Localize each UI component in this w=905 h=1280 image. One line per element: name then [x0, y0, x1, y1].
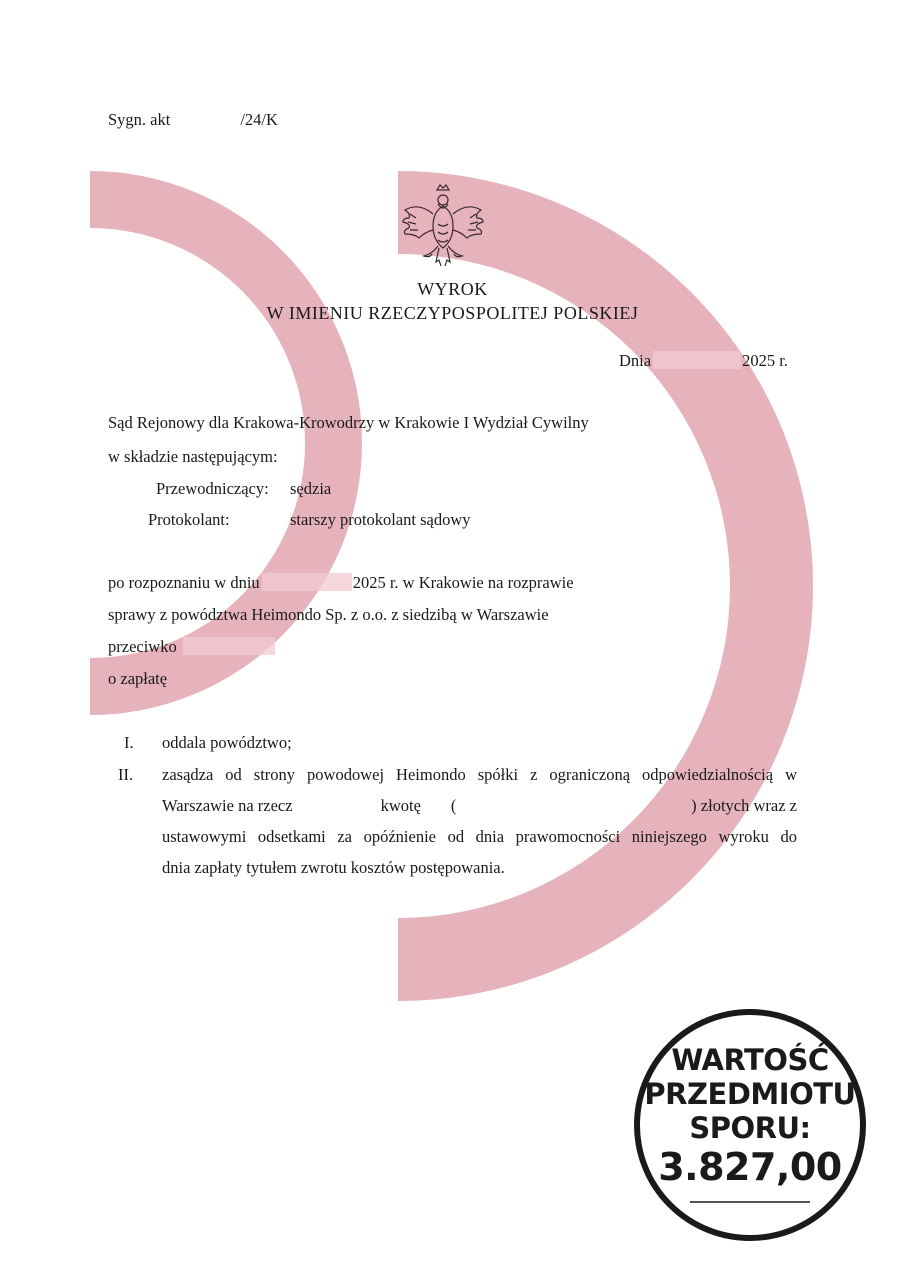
- redacted-date: [653, 351, 741, 369]
- verdict-subtitle: W IMIENIU RZECZYPOSPOLITEJ POLSKIEJ: [266, 303, 639, 323]
- verdict-item-text: zasądza od strony powodowej Heimondo spółki z ograniczoną odpowiedzialnością w: [162, 765, 797, 784]
- date-prefix: Dnia: [619, 351, 652, 370]
- clerk-value: starszy protokolant sądowy: [290, 510, 471, 529]
- hearing-prefix: po rozpoznaniu w dniu: [108, 573, 260, 592]
- verdict-line2-d: ) złotych wraz z: [691, 796, 797, 815]
- case-signature-prefix: Sygn. akt: [108, 110, 171, 129]
- redacted-defendant: [183, 637, 275, 655]
- verdict-title: WYROK: [417, 279, 488, 299]
- verdict-item-text: oddala powództwo;: [162, 733, 292, 752]
- stamp-amount: 3.827,00: [658, 1145, 842, 1189]
- chair-title: sędzia: [290, 479, 332, 498]
- stamp-line2: PRZEDMIOTU: [644, 1077, 856, 1111]
- case-signature-suffix: /24/K: [240, 110, 278, 129]
- hearing-suffix: 2025 r. w Krakowie na rozprawie: [352, 573, 574, 592]
- dispute-value-stamp: [630, 1005, 870, 1245]
- clerk-label: Protokolant:: [148, 510, 230, 529]
- court-name: Sąd Rejonowy dla Krakowa-Krowodrzy w Krakowie I Wydział Cywilny: [108, 413, 589, 432]
- redacted-amount-words: [456, 796, 646, 814]
- date-suffix: 2025 r.: [742, 351, 788, 370]
- case-signature: [108, 110, 278, 130]
- verdict-item-text-line2: [162, 796, 797, 816]
- verdict-line2-c: (: [450, 796, 457, 815]
- polish-eagle-emblem-icon: [402, 184, 484, 270]
- verdict-item-number: II.: [118, 765, 134, 784]
- watermark-left-arc: [90, 171, 362, 715]
- chair-label: Przewodniczący:: [156, 479, 269, 498]
- redacted-judge-name: [335, 479, 475, 497]
- claim-subject: o zapłatę: [108, 669, 168, 688]
- court-composition-label: w składzie następującym:: [108, 447, 278, 466]
- stamp-line3: SPORU:: [689, 1111, 811, 1145]
- verdict-date: [619, 351, 788, 371]
- redacted-hearing-date: [262, 573, 352, 591]
- plaintiff-line: sprawy z powództwa Heimondo Sp. z o.o. z siedzibą w Warszawie: [108, 605, 549, 624]
- verdict-line2-a: Warszawie na rzecz: [162, 796, 293, 815]
- verdict-line2-b: kwotę: [380, 796, 421, 815]
- defendant-line: [108, 637, 275, 657]
- verdict-item-text-line3: ustawowymi odsetkami za opóźnienie od dnia prawomocności niniejszego wyroku do: [162, 827, 797, 846]
- verdict-item-number: I.: [124, 733, 134, 752]
- defendant-prefix: przeciwko: [108, 637, 177, 656]
- stamp-line1: WARTOŚĆ: [671, 1043, 829, 1077]
- verdict-item-text-line4: dnia zapłaty tytułem zwrotu kosztów postępowania.: [162, 858, 505, 877]
- hearing-line: [108, 573, 574, 593]
- chair-value: [290, 479, 475, 499]
- redacted-amount: [421, 796, 451, 814]
- redacted-recipient: [293, 796, 381, 814]
- redacted-case-number: [170, 110, 240, 128]
